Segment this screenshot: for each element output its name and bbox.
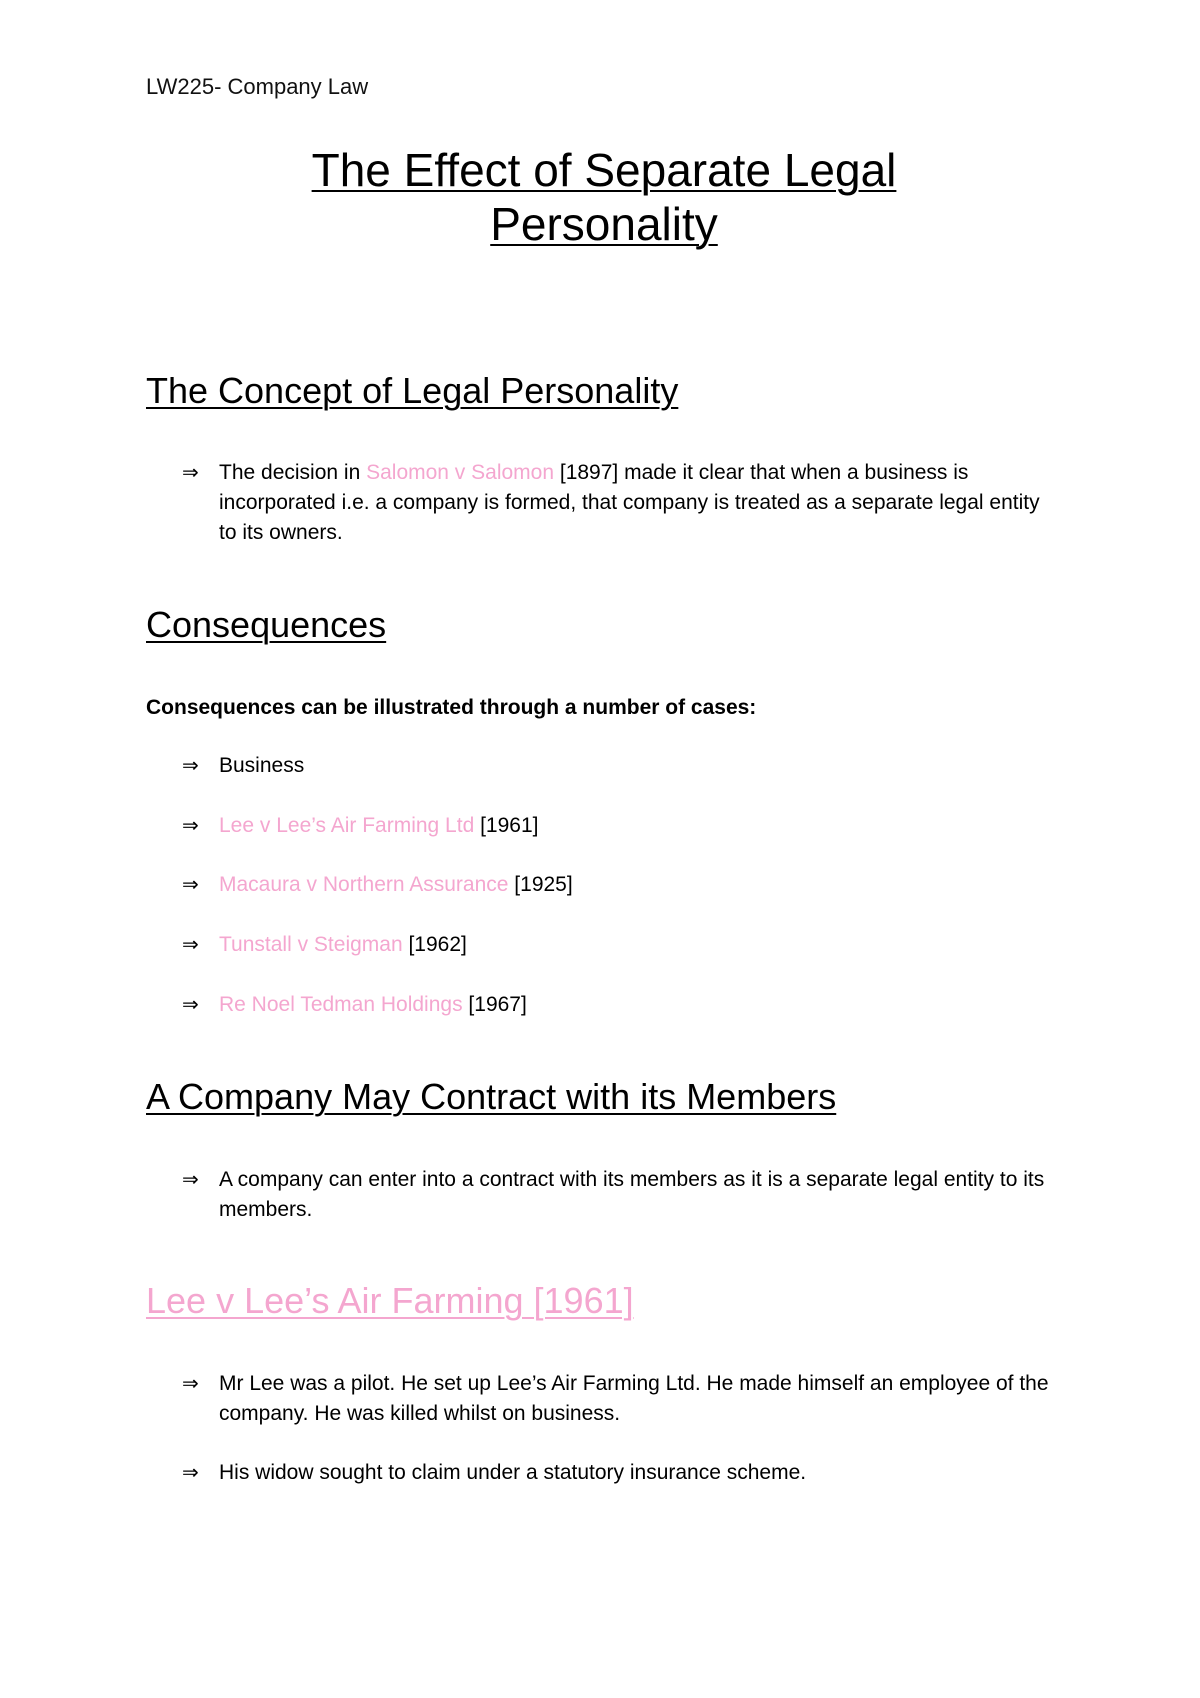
title-line-1: The Effect of Separate Legal [311,144,897,196]
list-item [182,1458,1062,1488]
arrow-bullet-icon: ⇒ [182,815,199,837]
arrow-bullet-icon: ⇒ [182,874,199,896]
case-year: [1925] [508,873,573,896]
bullet-text [219,458,1062,548]
list-item [182,458,1062,548]
bullet-text: His widow sought to claim under a statutory insurance scheme. [219,1461,807,1484]
list-item [182,990,1062,1020]
bullet-text [219,870,1062,900]
bullet-text-start: The decision in [219,461,367,484]
case-year: [1967] [462,993,527,1016]
title-line-2: Personality [490,198,718,250]
case-year: [1961] [474,814,539,837]
bullet-text: Mr Lee was a pilot. He set up Lee’s Air Farming Ltd. He made himself an employee of the company. He was killed whilst on business. [219,1372,1049,1425]
case-year: [1962] [402,933,467,956]
arrow-bullet-icon: ⇒ [182,1462,199,1484]
document-title [146,143,1062,251]
arrow-bullet-icon: ⇒ [182,462,199,484]
case-name: Re Noel Tedman Holdings [219,993,463,1016]
list-item [182,751,1062,781]
section-heading-lee-case: Lee v Lee’s Air Farming [1961] [146,1280,634,1321]
case-name: Lee v Lee’s Air Farming Ltd [219,814,475,837]
case-name: Tunstall v Steigman [219,933,403,956]
bullet-text [219,930,1062,960]
list-item [182,1369,1062,1429]
consequences-intro: Consequences can be illustrated through a number of cases: [146,696,757,719]
list-item [182,811,1062,841]
page-header: LW225- Company Law [146,74,369,99]
list-item [182,930,1062,960]
list-item [182,870,1062,900]
section-heading-contract: A Company May Contract with its Members [146,1076,837,1117]
bullet-text: A company can enter into a contract with its members as it is a separate legal entity to its members. [219,1168,1045,1221]
section-heading-concept: The Concept of Legal Personality [146,370,679,411]
bullet-text [219,811,1062,841]
arrow-bullet-icon: ⇒ [182,994,199,1016]
arrow-bullet-icon: ⇒ [182,1169,199,1191]
arrow-bullet-icon: ⇒ [182,934,199,956]
case-name: Salomon v Salomon [366,461,555,484]
case-name: Macaura v Northern Assurance [219,873,509,896]
arrow-bullet-icon: ⇒ [182,1373,199,1395]
list-item [182,1165,1062,1225]
arrow-bullet-icon: ⇒ [182,755,199,777]
bullet-text: Business [219,754,305,777]
bullet-text [219,990,1062,1020]
bullet-text-end: [1897] made it clear that when a business is incorporated i.e. a company is formed, that company is treated as a separate legal entity to its owners. [219,461,1040,544]
section-heading-consequences: Consequences [146,604,387,645]
